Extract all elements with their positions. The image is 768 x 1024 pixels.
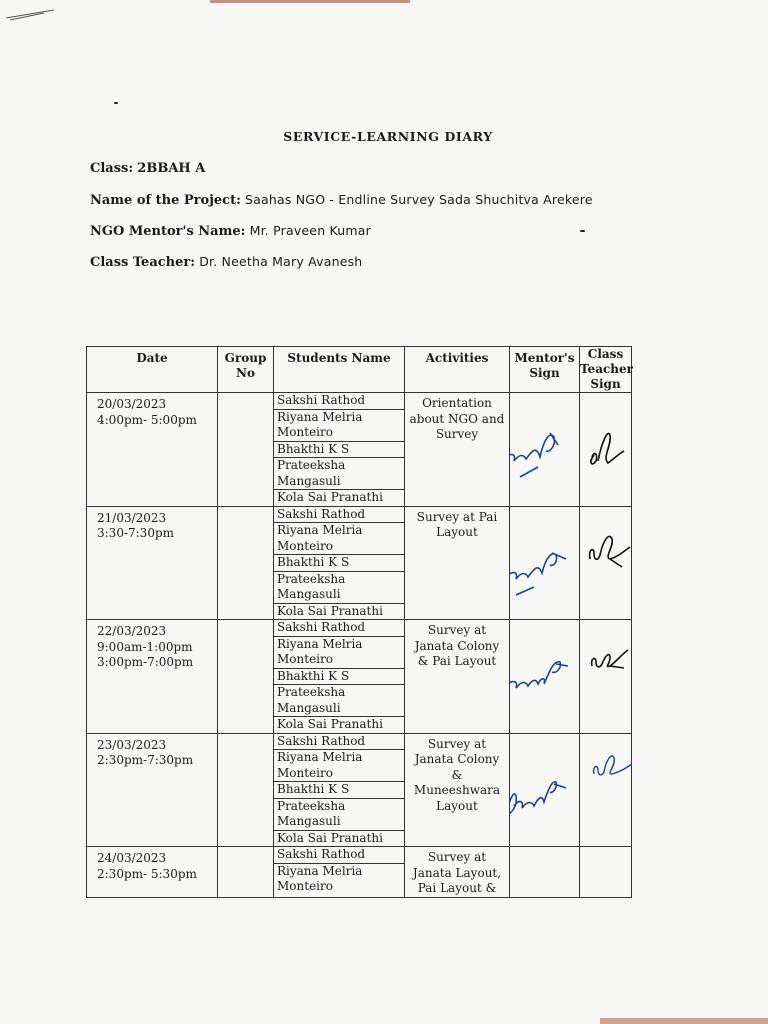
mentor-signature — [510, 620, 580, 734]
speck — [114, 102, 118, 104]
teacher-signature — [580, 393, 632, 507]
teacher-signature — [580, 733, 632, 847]
diary-table — [86, 346, 632, 898]
student-name: Bhakthi K S — [274, 669, 404, 686]
mentor-signature — [510, 393, 580, 507]
table-row — [87, 733, 632, 847]
student-name: Riyana Melria Monteiro — [277, 863, 363, 893]
student-name: Riyana Melria Monteiro — [274, 637, 404, 669]
page-title: SERVICE-LEARNING DIARY — [283, 129, 493, 144]
teacher-line — [90, 254, 362, 270]
student-name: Riyana Melria Monteiro — [274, 523, 404, 555]
student-name: Bhakthi K S — [274, 442, 404, 459]
header-activities: Activities — [405, 347, 510, 393]
group-cell — [218, 393, 274, 507]
student-name: Prateeksha Mangasuli — [274, 572, 404, 604]
header-teacher-sign: Class Teacher Sign — [580, 347, 633, 391]
activity-cell: Survey at Janata Colony & Pai Layout — [405, 620, 510, 734]
teacher-signature — [580, 847, 632, 898]
student-name: Sakshi Rathod — [274, 847, 404, 864]
mentor-label: NGO Mentor's Name: — [90, 224, 246, 239]
student-name: Sakshi Rathod — [274, 620, 404, 637]
activity-cell: Orientation about NGO and Survey — [405, 393, 510, 507]
group-cell — [218, 733, 274, 847]
page-edge-mark — [210, 0, 410, 3]
group-cell — [218, 620, 274, 734]
group-cell — [218, 506, 274, 620]
group-cell — [218, 847, 274, 898]
mentor-signature-image — [510, 507, 580, 617]
student-name: Prateeksha Mangasuli — [274, 685, 404, 717]
date-cell: 23/03/2023 2:30pm-7:30pm — [87, 733, 218, 847]
project-value: Saahas NGO - Endline Survey Sada Shuchitva Arekere — [245, 192, 593, 207]
mentor-signature — [510, 733, 580, 847]
header-row — [87, 347, 632, 393]
speck — [580, 230, 585, 232]
table-row — [87, 506, 632, 620]
student-name: Riyana Melria Monteiro — [274, 410, 404, 442]
teacher-label: Class Teacher: — [90, 255, 196, 270]
teacher-value: Dr. Neetha Mary Avanesh — [199, 254, 363, 269]
activity-cell: Survey at Pai Layout — [405, 506, 510, 620]
mentor-signature — [510, 847, 580, 898]
page-edge-mark-bottom — [600, 1018, 768, 1024]
mentor-signature-image — [510, 620, 580, 731]
students-cell — [274, 620, 405, 734]
project-line — [90, 192, 593, 208]
teacher-signature-image — [580, 507, 632, 617]
student-name: Kola Sai Pranathi — [277, 603, 383, 618]
student-name: Kola Sai Pranathi — [277, 830, 383, 845]
mentor-signature — [510, 506, 580, 620]
project-label: Name of the Project: — [90, 193, 241, 208]
header-mentor-sign: Mentor's Sign — [510, 347, 580, 393]
teacher-signature-image — [580, 620, 632, 731]
student-name: Bhakthi K S — [274, 782, 404, 799]
date-cell: 21/03/2023 3:30-7:30pm — [87, 506, 218, 620]
student-name: Sakshi Rathod — [274, 393, 404, 410]
students-cell — [274, 847, 405, 898]
class-line — [90, 161, 205, 176]
mentor-line — [90, 223, 371, 239]
teacher-signature-image — [580, 734, 632, 845]
header-group: Group No — [218, 347, 274, 393]
teacher-signature — [580, 506, 632, 620]
activity-cell: Survey at Janata Colony & Muneeshwara Layout — [405, 733, 510, 847]
student-name: Sakshi Rathod — [274, 507, 404, 524]
teacher-signature-image — [580, 393, 632, 504]
date-cell: 24/03/2023 2:30pm- 5:30pm — [87, 847, 218, 898]
student-name: Bhakthi K S — [274, 555, 404, 572]
pen-mark — [4, 4, 64, 24]
students-cell — [274, 506, 405, 620]
student-name: Riyana Melria Monteiro — [274, 750, 404, 782]
table-row — [87, 620, 632, 734]
students-cell — [274, 733, 405, 847]
table-row — [87, 847, 632, 898]
student-name: Prateeksha Mangasuli — [274, 458, 404, 490]
students-cell — [274, 393, 405, 507]
class-value: 2BBAH A — [137, 161, 206, 176]
student-name: Kola Sai Pranathi — [277, 717, 383, 731]
student-name: Prateeksha Mangasuli — [274, 799, 404, 831]
student-name: Kola Sai Pranathi — [277, 490, 383, 504]
header-students: Students Name — [274, 347, 405, 393]
date-cell: 20/03/2023 4:00pm- 5:00pm — [87, 393, 218, 507]
activity-cell: Survey at Janata Layout, Pai Layout & — [405, 847, 510, 898]
date-cell: 22/03/2023 9:00am-1:00pm 3:00pm-7:00pm — [87, 620, 218, 734]
student-name: Sakshi Rathod — [274, 734, 404, 751]
class-label: Class: — [90, 161, 134, 176]
mentor-signature-image — [510, 393, 580, 504]
teacher-signature — [580, 620, 632, 734]
table-row — [87, 393, 632, 507]
mentor-signature-image — [510, 734, 580, 845]
header-date: Date — [87, 347, 218, 393]
mentor-value: Mr. Praveen Kumar — [249, 223, 371, 238]
